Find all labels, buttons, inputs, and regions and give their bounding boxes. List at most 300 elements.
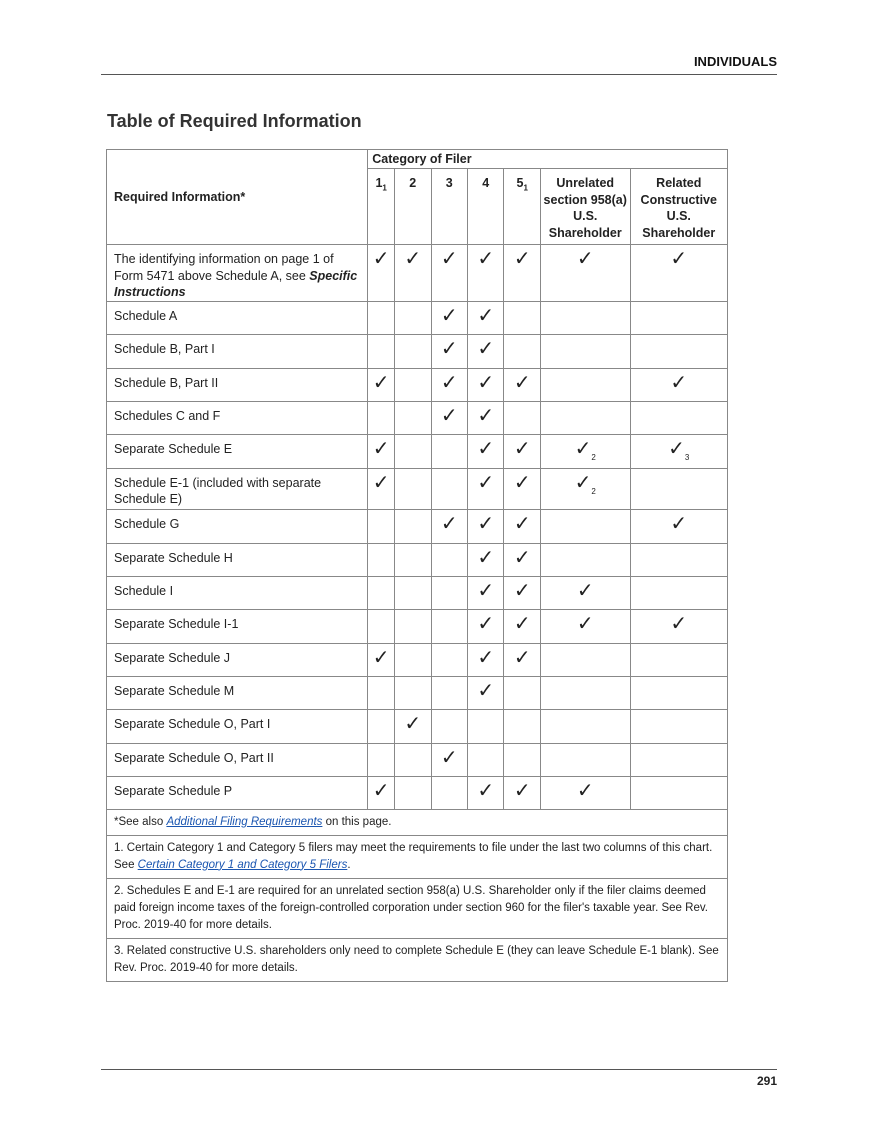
row-label-text: Separate Schedule J [114, 650, 231, 665]
check-cell [630, 301, 727, 334]
check-cell [467, 301, 503, 334]
check-cell [431, 245, 467, 302]
checkmark-icon [514, 781, 531, 801]
table-row [107, 434, 728, 468]
checkmark-icon [441, 249, 458, 269]
check-cell [467, 676, 503, 709]
check-cell [395, 609, 431, 643]
check-cell [395, 576, 431, 609]
checkmark-icon [477, 581, 494, 601]
row-label [107, 676, 368, 709]
check-cell [368, 468, 395, 509]
check-cell [630, 709, 727, 743]
check-cell [467, 334, 503, 368]
check-cell [630, 776, 727, 809]
checkmark-icon [373, 249, 390, 269]
check-value: ✓ [513, 471, 531, 494]
checkmark-icon [477, 406, 494, 426]
checkmark-icon [373, 373, 390, 393]
check-cell [431, 301, 467, 334]
table-row [107, 709, 728, 743]
check-cell [395, 543, 431, 576]
check-cell [467, 576, 503, 609]
check-cell [395, 743, 431, 776]
row-label [107, 709, 368, 743]
column-header-label: 3 [445, 176, 453, 190]
check-cell [431, 434, 467, 468]
row-label [107, 301, 368, 334]
check-value: ✓ [477, 337, 495, 360]
checkmark-icon [668, 439, 689, 462]
check-cell [431, 543, 467, 576]
check-value: ✓ [440, 304, 458, 327]
check-cell [540, 609, 630, 643]
check-cell [540, 245, 630, 302]
column-header-label: 5 [516, 176, 524, 190]
check-cell [504, 509, 540, 543]
footnote-text: 1. Certain Category 1 and Category 5 filers may meet the requirements to file under the last two columns of this chart. See [114, 841, 713, 871]
checkmark-icon [441, 406, 458, 426]
footnote-text: on this page. [322, 815, 392, 828]
check-value: ✓ [477, 579, 495, 602]
check-cell [467, 468, 503, 509]
check-cell [504, 245, 540, 302]
footnote-text: *See also [114, 815, 167, 828]
checkmark-icon [514, 648, 531, 668]
checkmark-icon [514, 373, 531, 393]
check-value: ✓ [513, 248, 531, 270]
check-cell [431, 609, 467, 643]
check-cell [431, 676, 467, 709]
check-value: $✓_2$ [574, 471, 596, 496]
check-cell [368, 334, 395, 368]
row-label [107, 245, 368, 302]
footnote-row [107, 835, 728, 878]
check-cell [540, 468, 630, 509]
check-cell [395, 401, 431, 434]
check-value: ✓ [513, 512, 531, 535]
checkmark-icon [514, 514, 531, 534]
row-label [107, 401, 368, 434]
table-row [107, 676, 728, 709]
check-value: ✓ [477, 646, 495, 669]
check-value: ✓ [477, 248, 495, 270]
check-value: ✓ [404, 712, 422, 735]
check-cell [504, 368, 540, 401]
check-cell [395, 334, 431, 368]
checkmark-icon [477, 249, 494, 269]
check-cell [540, 334, 630, 368]
check-value: ✓ [372, 371, 390, 394]
check-cell [431, 334, 467, 368]
check-cell [395, 468, 431, 509]
row-label-text: Separate Schedule M [114, 683, 235, 698]
check-cell [431, 576, 467, 609]
row-label [107, 509, 368, 543]
checkmark-icon [670, 614, 687, 634]
check-value: ✓ [576, 779, 594, 802]
check-cell [630, 468, 727, 509]
check-cell [368, 368, 395, 401]
check-cell [630, 609, 727, 643]
check-cell [467, 709, 503, 743]
checkmark-icon [477, 514, 494, 534]
check-cell [540, 434, 630, 468]
check-value: $✓_3$ [668, 437, 690, 462]
check-value: ✓ [513, 371, 531, 394]
check-cell [395, 245, 431, 302]
checkmark-icon [514, 548, 531, 568]
check-cell [504, 609, 540, 643]
check-cell [540, 776, 630, 809]
check-cell [467, 776, 503, 809]
check-cell [467, 434, 503, 468]
check-cell [630, 509, 727, 543]
row-label-text: Schedule A [114, 308, 178, 323]
check-value: ✓ [477, 546, 495, 569]
checkmark-icon [373, 781, 390, 801]
table-row [107, 245, 728, 302]
check-cell [467, 643, 503, 676]
check-value: ✓ [513, 579, 531, 602]
check-cell [504, 776, 540, 809]
row-label-text: Schedules C and F [114, 408, 221, 423]
column-header-label: Unrelated section 958(a) U.S. Shareholder [543, 176, 627, 240]
check-cell [368, 301, 395, 334]
check-cell [395, 643, 431, 676]
checkmark-icon [514, 614, 531, 634]
row-label-emphasis: Specific Instructions [114, 268, 358, 299]
check-value: ✓ [477, 304, 495, 327]
check-cell [431, 776, 467, 809]
row-label-text: Separate Schedule O, Part I [114, 716, 271, 731]
checkmark-icon [514, 581, 531, 601]
check-cell [630, 576, 727, 609]
table-row [107, 468, 728, 509]
table-row [107, 776, 728, 809]
checkmark-icon [441, 373, 458, 393]
footnote-link[interactable]: Certain Category 1 and Category 5 Filers [137, 858, 348, 871]
check-value: ✓ [372, 248, 390, 270]
column-header [467, 169, 503, 245]
checkmark-icon [441, 306, 458, 326]
check-value: ✓ [477, 404, 495, 427]
check-cell [467, 401, 503, 434]
check-cell [368, 401, 395, 434]
table-row [107, 743, 728, 776]
check-cell [630, 434, 727, 468]
check-cell [368, 743, 395, 776]
check-cell [467, 509, 503, 543]
checkmark-icon [575, 473, 596, 496]
check-cell [504, 301, 540, 334]
checkmark-icon [477, 548, 494, 568]
header-row [107, 150, 728, 169]
checkmark-icon [477, 614, 494, 634]
table-row [107, 509, 728, 543]
column-header-label: Related Constructive U.S. Shareholder [640, 176, 717, 240]
table-row [107, 643, 728, 676]
row-label-text: Separate Schedule H [114, 550, 233, 565]
check-value: $✓_2$ [574, 437, 596, 462]
check-cell [630, 368, 727, 401]
check-cell [395, 676, 431, 709]
row-label [107, 543, 368, 576]
check-cell [395, 434, 431, 468]
checkmark-icon [373, 439, 390, 459]
check-cell [431, 709, 467, 743]
check-cell [504, 401, 540, 434]
check-value: ✓ [477, 371, 495, 394]
checkmark-icon [670, 514, 687, 534]
check-value: ✓ [440, 337, 458, 360]
column-header [431, 169, 467, 245]
check-value: ✓ [670, 371, 688, 394]
check-cell [368, 643, 395, 676]
checkmark-icon [577, 614, 594, 634]
footnote [107, 809, 728, 835]
checkmark-icon [577, 249, 594, 269]
check-cell [395, 709, 431, 743]
row-label [107, 609, 368, 643]
running-header: INDIVIDUALS [101, 54, 777, 75]
check-value: ✓ [513, 437, 531, 460]
check-cell [540, 709, 630, 743]
check-value: ✓ [440, 404, 458, 427]
check-value: ✓ [513, 546, 531, 569]
check-cell [368, 609, 395, 643]
checkmark-icon [441, 339, 458, 359]
check-value: ✓ [372, 646, 390, 669]
row-label-text: The identifying information on page 1 of Form 5471 above Schedule A, see [114, 252, 334, 283]
check-value: ✓ [576, 579, 594, 602]
check-value: ✓ [440, 512, 458, 535]
check-cell [504, 434, 540, 468]
footnote [107, 835, 728, 878]
checkmark-icon [373, 648, 390, 668]
table-row [107, 609, 728, 643]
column-subscript: 1 [382, 183, 387, 193]
checkmark-icon [477, 473, 494, 493]
footnote-row [107, 938, 728, 981]
row-label [107, 434, 368, 468]
check-cell [467, 245, 503, 302]
row-label-text: Separate Schedule E [114, 441, 233, 456]
checkmark-icon [404, 714, 421, 734]
page-number: 291 [101, 1069, 777, 1088]
check-cell [467, 543, 503, 576]
check-value: ✓ [576, 612, 594, 635]
check-value: ✓ [440, 746, 458, 769]
checkmark-icon [575, 439, 596, 462]
row-label [107, 368, 368, 401]
check-cell [504, 676, 540, 709]
checkmark-icon [670, 373, 687, 393]
check-cell [504, 576, 540, 609]
row-label [107, 468, 368, 509]
check-value: ✓ [513, 779, 531, 802]
check-value: ✓ [477, 437, 495, 460]
column-header-label: 1 [375, 176, 383, 190]
row-label-text: Schedule G [114, 516, 180, 531]
check-cell [540, 368, 630, 401]
check-value: ✓ [513, 646, 531, 669]
footnote [107, 878, 728, 938]
table-row [107, 368, 728, 401]
footnote [107, 938, 728, 981]
row-label-text: Separate Schedule O, Part II [114, 750, 274, 765]
row-label [107, 576, 368, 609]
row-label [107, 334, 368, 368]
check-cell [431, 643, 467, 676]
checkmark-icon [441, 514, 458, 534]
column-header-label: 2 [409, 176, 417, 190]
check-cell [431, 368, 467, 401]
row-label-text: Schedule B, Part II [114, 375, 219, 390]
check-cell [368, 776, 395, 809]
check-cell [540, 401, 630, 434]
column-subscript: 1 [523, 183, 528, 193]
checkmark-icon [514, 439, 531, 459]
checkmark-icon [477, 373, 494, 393]
column-header [368, 169, 395, 245]
table-row [107, 576, 728, 609]
checkmark-icon [670, 249, 687, 269]
check-cell [630, 543, 727, 576]
check-value: ✓ [477, 612, 495, 635]
checkmark-icon [477, 681, 494, 701]
check-cell [368, 576, 395, 609]
table-row [107, 543, 728, 576]
check-cell [431, 468, 467, 509]
footnote-text: . [347, 858, 351, 871]
table-title: Table of Required Information [107, 111, 362, 131]
row-label [107, 643, 368, 676]
category-header: Category of Filer [368, 150, 728, 169]
footnote-text: 2. Schedules E and E-1 are required for an unrelated section 958(a) U.S. Shareholder only if the filer claims deemed paid foreign income taxes of the foreign-controlled corporation under section 960 for the filer's taxable year. See Rev. Proc. 2019-40 for more details. [114, 884, 708, 931]
check-cell [431, 743, 467, 776]
check-cell [540, 301, 630, 334]
check-cell [395, 509, 431, 543]
check-cell [630, 401, 727, 434]
check-value: ✓ [372, 471, 390, 494]
check-cell [540, 509, 630, 543]
checkmark-icon [577, 581, 594, 601]
footnote-row [107, 878, 728, 938]
column-header [630, 169, 727, 245]
check-cell [630, 334, 727, 368]
row-label-text: Schedule I [114, 583, 174, 598]
check-cell [504, 643, 540, 676]
row-label-text: Separate Schedule P [114, 783, 233, 798]
check-value: ✓ [372, 437, 390, 460]
checkmark-icon [373, 473, 390, 493]
checkmark-icon [477, 439, 494, 459]
check-cell [467, 368, 503, 401]
check-cell [368, 509, 395, 543]
column-header [504, 169, 540, 245]
check-cell [630, 245, 727, 302]
check-cell [431, 401, 467, 434]
row-label [107, 776, 368, 809]
checkmark-icon [404, 249, 421, 269]
checkmark-icon [477, 339, 494, 359]
check-value: ✓ [477, 679, 495, 702]
check-value: ✓ [477, 471, 495, 494]
check-cell [504, 468, 540, 509]
check-cell [368, 245, 395, 302]
checkmark-icon [477, 648, 494, 668]
check-cell [630, 643, 727, 676]
checkmark-icon [514, 249, 531, 269]
check-value: ✓ [513, 612, 531, 635]
check-cell [395, 301, 431, 334]
footnote-link[interactable]: Additional Filing Requirements [166, 815, 323, 828]
check-cell [504, 543, 540, 576]
row-label [107, 743, 368, 776]
check-value: ✓ [670, 612, 688, 635]
check-cell [431, 509, 467, 543]
check-cell [504, 334, 540, 368]
check-cell [540, 576, 630, 609]
row-label-text: Separate Schedule I-1 [114, 616, 239, 631]
check-value: ✓ [440, 371, 458, 394]
check-cell [368, 434, 395, 468]
check-cell [368, 543, 395, 576]
check-cell [368, 709, 395, 743]
check-value: ✓ [670, 512, 688, 535]
check-value: ✓ [670, 248, 688, 270]
check-cell [540, 643, 630, 676]
check-value: ✓ [477, 779, 495, 802]
check-value: ✓ [372, 779, 390, 802]
checkmark-icon [441, 748, 458, 768]
check-cell [540, 676, 630, 709]
table-row [107, 301, 728, 334]
check-value: ✓ [404, 248, 422, 270]
check-cell [368, 676, 395, 709]
footnote-text: 3. Related constructive U.S. shareholders only need to complete Schedule E (they can leave Schedule E-1 blank). See Rev. Proc. 2019-40 for more details. [114, 944, 719, 974]
check-value: ✓ [477, 512, 495, 535]
table-row [107, 334, 728, 368]
check-cell [467, 609, 503, 643]
check-cell [540, 743, 630, 776]
checkmark-icon [514, 473, 531, 493]
check-cell [395, 368, 431, 401]
checkmark-icon [577, 781, 594, 801]
check-cell [630, 676, 727, 709]
check-cell [504, 709, 540, 743]
required-info-header: Required Information* [107, 150, 368, 245]
row-label-text: Schedule B, Part I [114, 341, 215, 356]
check-cell [540, 543, 630, 576]
check-cell [504, 743, 540, 776]
checkmark-icon [477, 306, 494, 326]
check-value: ✓ [440, 248, 458, 270]
checkmark-icon [477, 781, 494, 801]
check-cell [467, 743, 503, 776]
check-cell [395, 776, 431, 809]
column-header [395, 169, 431, 245]
row-label-text: Schedule E-1 (included with separate Schedule E) [114, 475, 322, 506]
table-row [107, 401, 728, 434]
check-value: ✓ [576, 248, 594, 270]
column-header [540, 169, 630, 245]
column-header-label: 4 [482, 176, 490, 190]
footnote-row [107, 809, 728, 835]
required-info-table [106, 149, 728, 982]
check-cell [630, 743, 727, 776]
